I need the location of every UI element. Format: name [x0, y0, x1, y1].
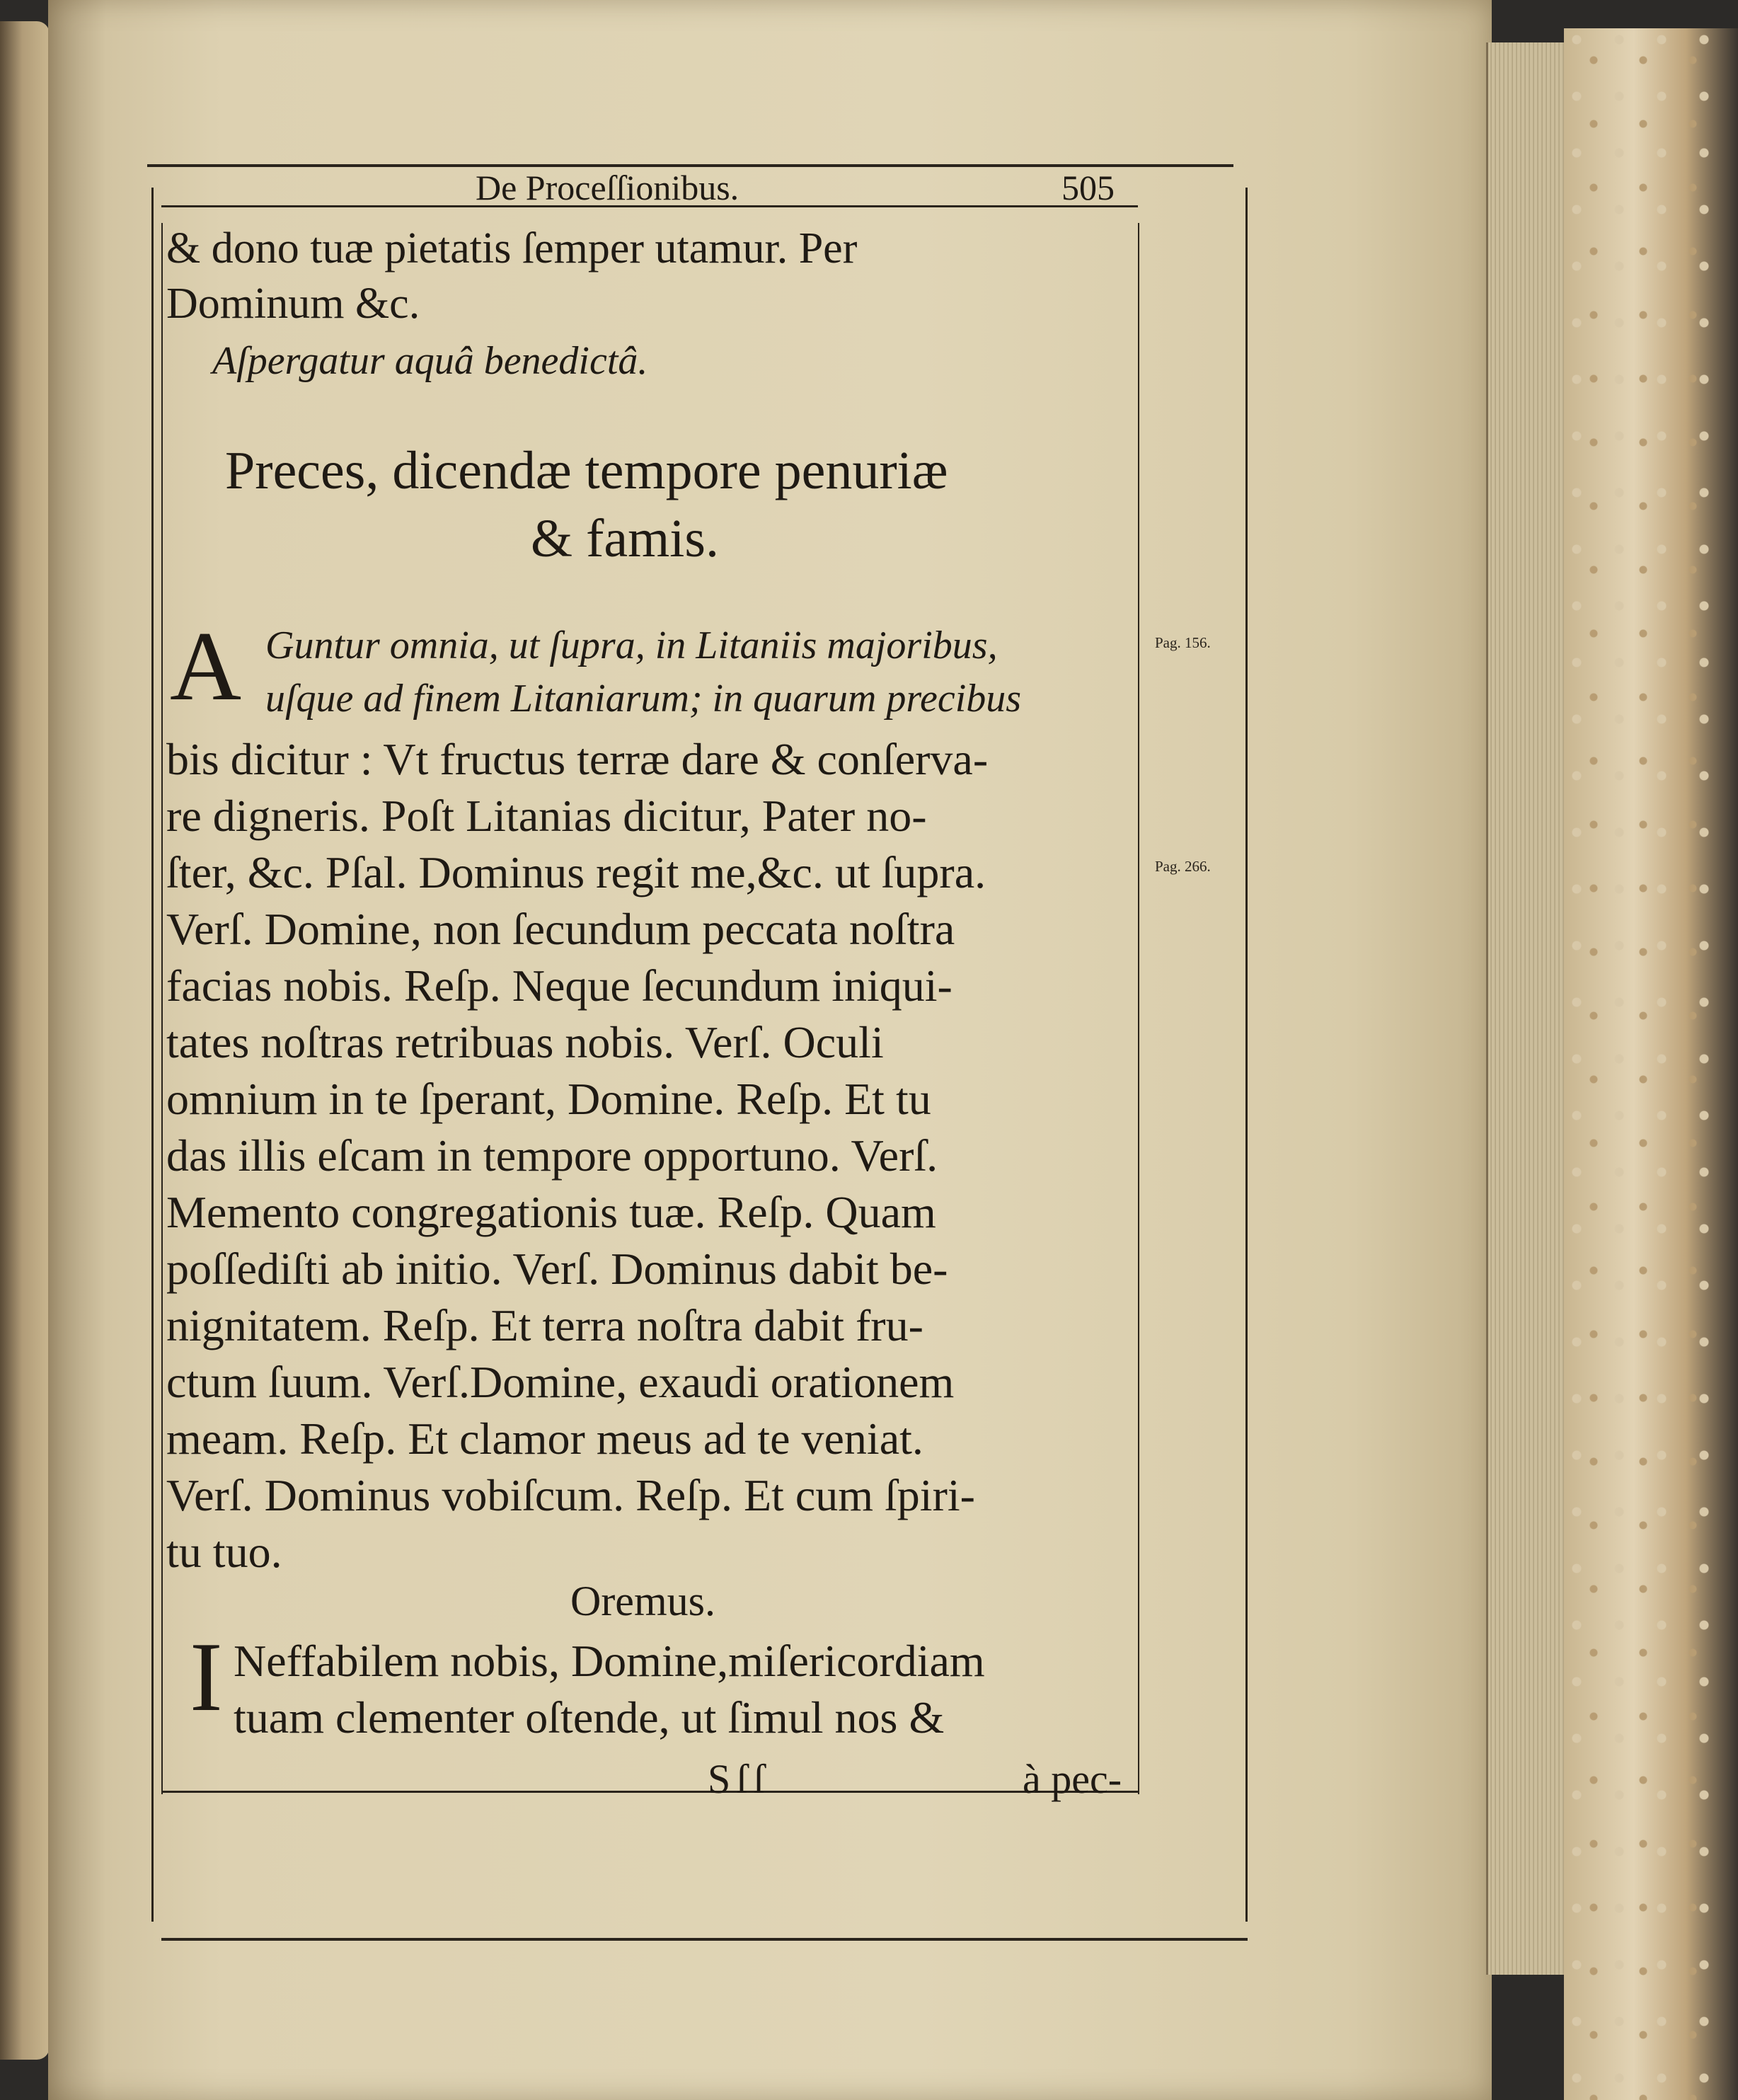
text-line-2: Dominum &c. — [166, 280, 420, 328]
margin-note-page-266: Pag. 266. — [1155, 858, 1211, 875]
body-line-7: facias nobis. Reſp. Neque ſecundum iniqui- — [166, 960, 953, 1011]
body-line-4: re digneris. Poſt Litanias dicitur, Pater no- — [166, 791, 927, 841]
body-line-16: Verſ. Dominus vobiſcum. Reſp. Et cum ſpiri- — [166, 1470, 975, 1520]
drop-cap-a: A — [170, 612, 242, 721]
body-line-12: poſſediſti ab initio. Verſ. Dominus dabit be- — [166, 1244, 948, 1294]
right-frame-rule — [1245, 188, 1248, 1922]
body-line-8: tates noſtras retribuas nobis. Verſ. Oculi — [166, 1017, 884, 1067]
left-frame-rule — [151, 188, 154, 1922]
drop-cap-i: I — [190, 1622, 223, 1732]
bottom-rule — [161, 1938, 1248, 1941]
left-page-edge — [0, 21, 50, 2060]
rubric: Aſpergatur aquâ benedictâ. — [212, 339, 648, 383]
body-line-6: Verſ. Domine, non ſecundum peccata noſtra — [166, 904, 955, 954]
body-line-2: uſque ad finem Litaniarum; in quarum precibus — [265, 677, 1022, 721]
page-number: 505 — [1061, 168, 1115, 207]
page-edges — [1486, 42, 1566, 1975]
body-line-1: Guntur omnia, ut ſupra, in Litaniis majoribus, — [265, 624, 998, 667]
catchword: à pec- — [1023, 1756, 1122, 1802]
body-line-11: Memento congregationis tuæ. Reſp. Quam — [166, 1187, 936, 1237]
body-line-14: ctum ſuum. Verſ.Domine, exaudi orationem — [166, 1357, 955, 1407]
body-line-10: das illis eſcam in tempore opportuno. Verſ. — [166, 1130, 938, 1181]
inner-left-rule — [161, 223, 163, 1794]
oremus-heading: Oremus. — [570, 1578, 715, 1624]
running-title: De Proceſſionibus. — [476, 168, 739, 207]
section-title-line-2: & famis. — [531, 509, 719, 568]
body-line-17: tu tuo. — [166, 1527, 282, 1577]
text-line-1: & dono tuæ pietatis ſemper utamur. Per — [166, 224, 858, 272]
text-bottom-rule — [161, 1791, 1138, 1793]
signature-mark: Sſſ — [708, 1756, 771, 1802]
body-line-5: ſter, &c. Pſal. Dominus regit me,&c. ut ſupra. — [166, 847, 986, 897]
prayer-line-2: tuam clementer oſtende, ut ſimul nos & — [234, 1692, 945, 1743]
body-line-9: omnium in te ſperant, Domine. Reſp. Et tu — [166, 1074, 931, 1124]
body-line-3: bis dicitur : Vt fructus terræ dare & conſerva- — [166, 734, 989, 784]
body-line-13: nignitatem. Reſp. Et terra noſtra dabit fru- — [166, 1300, 923, 1350]
prayer-line-1: Neffabilem nobis, Domine,miſericordiam — [234, 1636, 985, 1686]
book-binding — [1564, 28, 1738, 2100]
body-line-15: meam. Reſp. Et clamor meus ad te veniat. — [166, 1413, 923, 1464]
margin-note-page-156: Pag. 156. — [1155, 634, 1211, 651]
section-title-line-1: Preces, dicendæ tempore penuriæ — [225, 441, 948, 500]
inner-right-rule — [1138, 223, 1139, 1794]
